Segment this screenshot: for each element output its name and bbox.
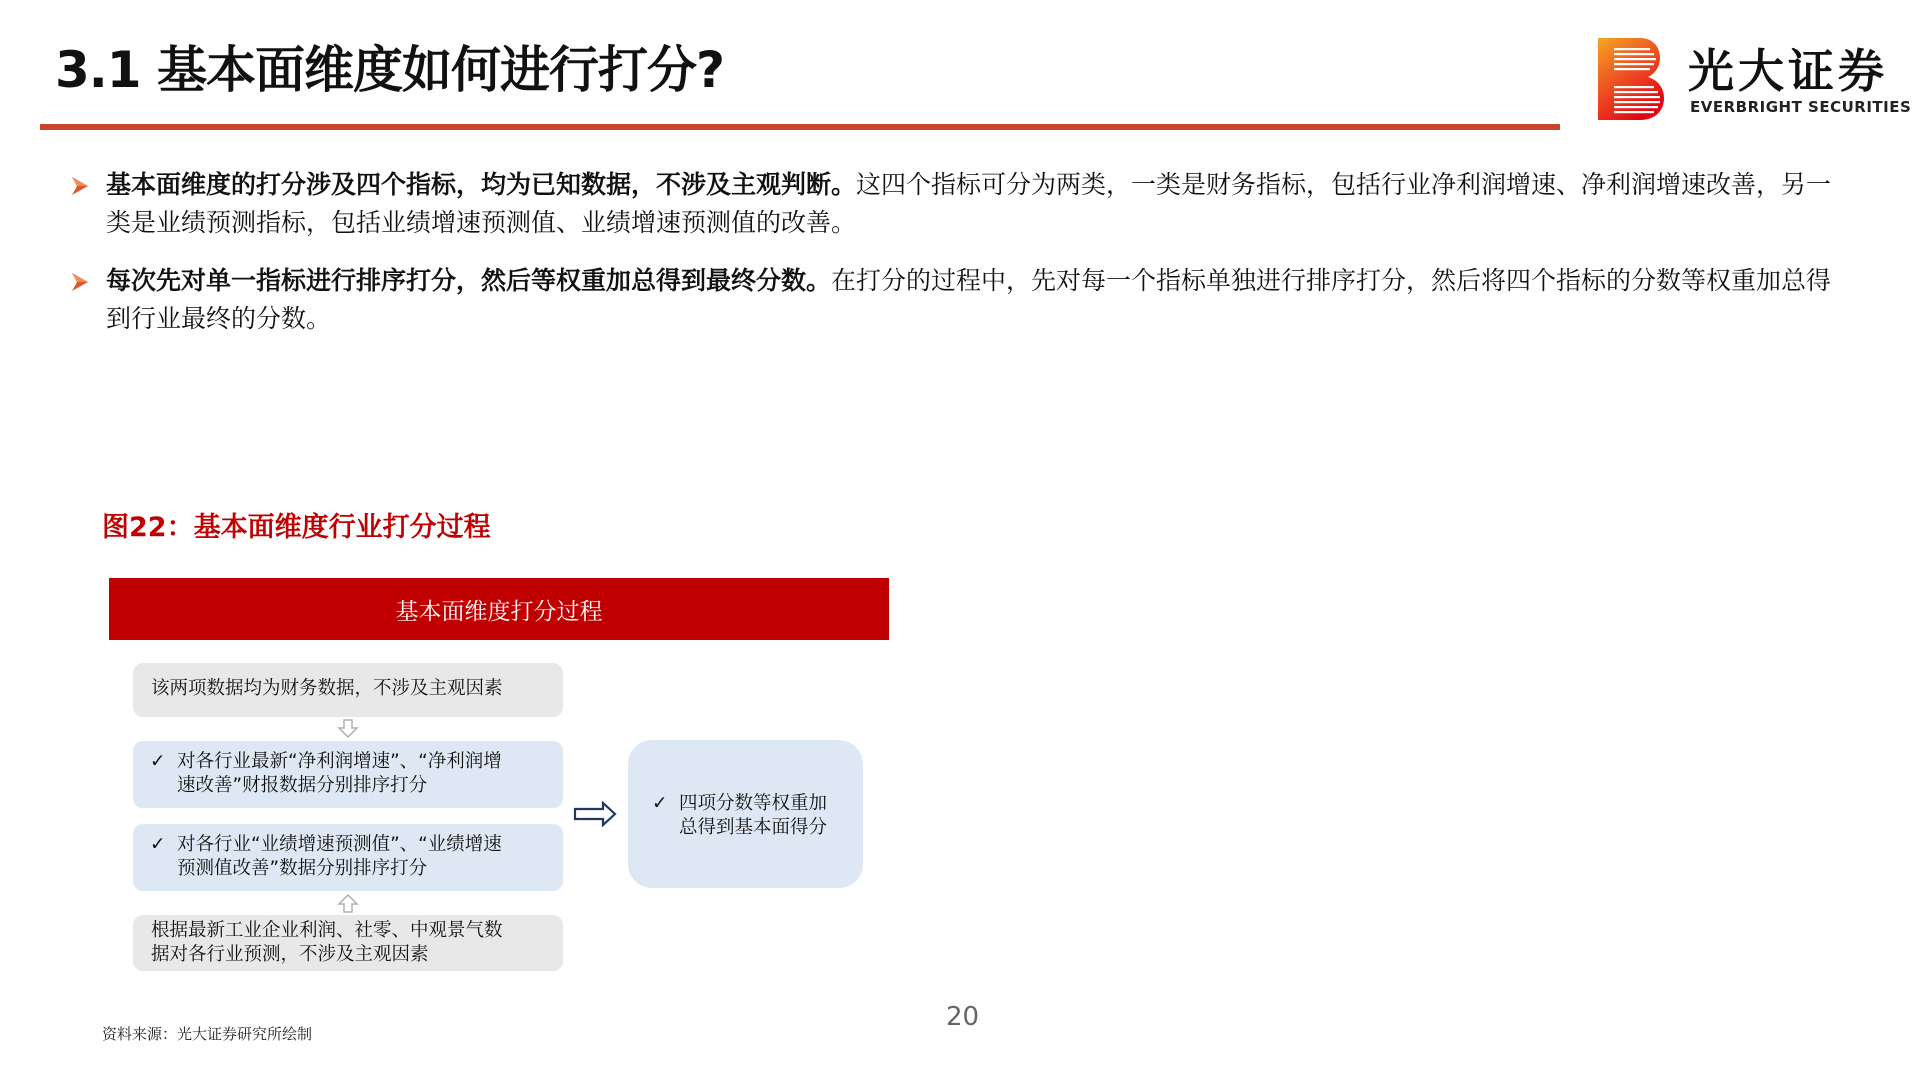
box-text-line: 根据最新工业企业利润、社零、中观景气数 bbox=[151, 920, 503, 941]
up-arrow-icon bbox=[337, 893, 359, 913]
box-text-line: 四项分数等权重加 bbox=[679, 793, 828, 814]
triangle-arrow-bullet-icon bbox=[70, 175, 90, 197]
bullet-body: 这四个指标可分为两类，一类是财务指标，包括行业净利润增速、净利润增速改善，另一类是业绩预测指标，包括业绩增速预测值、业绩增速预测值的改善。 bbox=[106, 170, 1832, 237]
bullet-item bbox=[70, 166, 1850, 242]
diagram-box-financial-note bbox=[133, 663, 563, 717]
checkmark-icon: ✓ bbox=[652, 793, 668, 814]
box-text-line: 预测值改善”数据分别排序打分 bbox=[177, 858, 428, 879]
bullet-text bbox=[106, 166, 1850, 242]
right-arrow-icon bbox=[573, 801, 617, 827]
diagram-box-financial-ranking bbox=[133, 741, 563, 808]
bullet-body: 在打分的过程中，先对每一个指标单独进行排序打分，然后将四个指标的分数等权重加总得到行业最终的分数。 bbox=[106, 266, 1832, 333]
page-number: 20 bbox=[946, 1002, 980, 1032]
logo-name-en: EVERBRIGHT SECURITIES bbox=[1690, 98, 1912, 116]
bullet-list bbox=[70, 166, 1850, 358]
everbright-b-logo-icon bbox=[1596, 36, 1666, 122]
checkmark-icon: ✓ bbox=[150, 834, 166, 855]
box-text-line: 据对各行业预测，不涉及主观因素 bbox=[151, 944, 429, 965]
title-divider bbox=[40, 124, 1560, 130]
box-text-line: 速改善”财报数据分别排序打分 bbox=[177, 775, 428, 796]
bullet-bold-lead: 每次先对单一指标进行排序打分，然后等权重加总得到最终分数。 bbox=[106, 266, 832, 295]
diagram-header-label: 基本面维度打分过程 bbox=[395, 598, 603, 625]
diagram-box-final-score bbox=[628, 740, 863, 888]
box-text: 该两项数据均为财务数据，不涉及主观因素 bbox=[151, 678, 503, 699]
source-note: 资料来源：光大证券研究所绘制 bbox=[102, 1025, 313, 1043]
bullet-item bbox=[70, 262, 1850, 338]
diagram-box-forecast-source bbox=[133, 915, 563, 971]
diagram-box-forecast-ranking bbox=[133, 824, 563, 891]
checkmark-icon: ✓ bbox=[150, 751, 166, 772]
box-text-line: 对各行业“业绩增速预测值”、“业绩增速 bbox=[177, 834, 502, 855]
box-text-line: 对各行业最新“净利润增速”、“净利润增 bbox=[177, 751, 502, 772]
slide-title: 3.1 基本面维度如何进行打分? bbox=[55, 41, 724, 99]
triangle-arrow-bullet-icon bbox=[70, 271, 90, 293]
diagram-header-bar bbox=[109, 578, 889, 640]
logo-name-cn: 光大证券 bbox=[1688, 44, 1888, 98]
bullet-bold-lead: 基本面维度的打分涉及四个指标，均为已知数据，不涉及主观判断。 bbox=[106, 170, 857, 199]
bullet-text bbox=[106, 262, 1850, 338]
down-arrow-icon bbox=[337, 719, 359, 739]
box-text-line: 总得到基本面得分 bbox=[679, 817, 828, 838]
figure-caption: 图22：基本面维度行业打分过程 bbox=[102, 512, 491, 543]
